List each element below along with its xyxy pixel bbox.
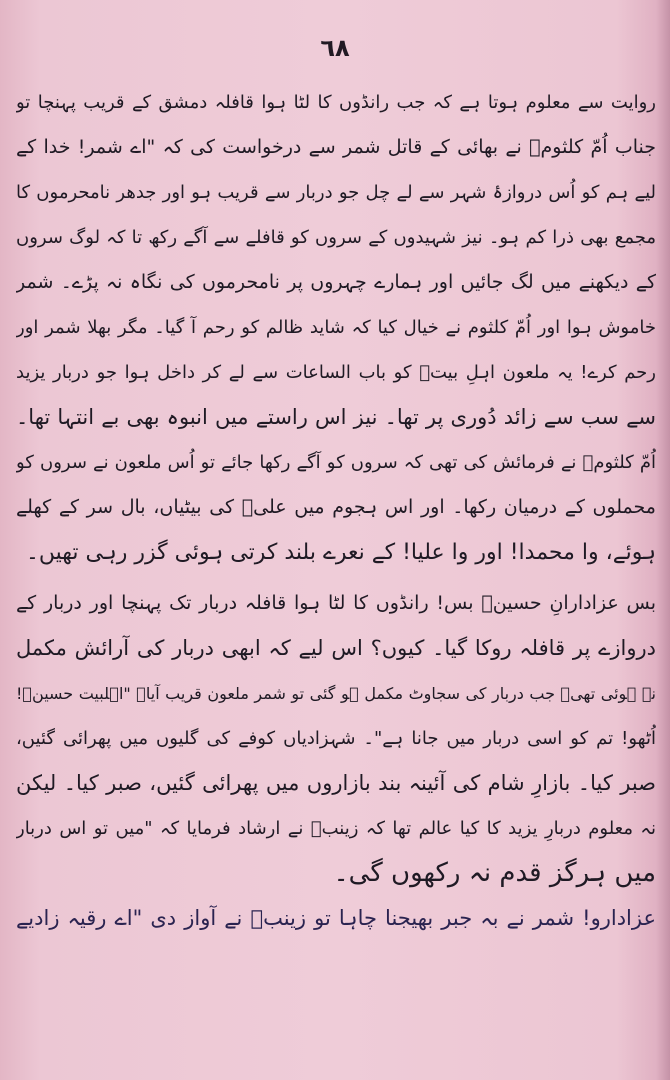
- text-line: عزادارو! شمر نے بہ جبر بھیجنا چاہا تو زینبؑ نے آواز دی "اے رقیہ زادیے: [16, 906, 656, 930]
- text-line: نہ معلوم دربارِ یزید کا کیا عالم تھا کہ زینبؑ نے ارشاد فرمایا کہ "میں تو اس دربار: [16, 818, 656, 839]
- text-line: کے دیکھنے میں لگ جائیں اور ہمارے چہروں پر نامحرموں کی نگاہ نہ پڑے۔ شمر: [16, 271, 656, 293]
- text-line: میں ہرگز قدم نہ رکھوں گی۔: [333, 858, 656, 888]
- text-line: اُمّ کلثومؑ نے فرمائش کی تھی کہ سروں کو آگے رکھا جائے تو اُس ملعون نے سروں کو: [16, 452, 656, 473]
- text-line: رحم کرے! یہ ملعون اہلِ بیتؑ کو باب الساعات سے لے کر داخل ہوا جو دربار یزید: [16, 362, 656, 383]
- page-edge-shadow: [656, 0, 670, 1080]
- text-line: محملوں کے درمیان رکھا۔ اور اس ہجوم میں علیؑ کی بیٹیاں، بال سر کے کھلے: [16, 496, 656, 518]
- text-line: بس عزادارانِ حسینؑ بس! رانڈوں کا لٹا ہوا قافلہ دربار تک پہنچا اور دربار کے: [16, 592, 656, 614]
- text-line: دروازے پر قافلہ روکا گیا۔ کیوں؟ اس لیے کہ ابھی دربار کی آرائش مکمل: [16, 636, 656, 660]
- text-line: سے سب سے زائد دُوری پر تھا۔ نیز اس راستے میں انبوہ بھی بے انتہا تھا۔: [16, 405, 656, 429]
- page-number: ٦٨: [320, 34, 350, 62]
- text-line: روایت سے معلوم ہوتا ہے کہ جب رانڈوں کا لٹا ہوا قافلہ دمشق کے قریب پہنچا تو: [16, 92, 656, 113]
- text-line: جناب اُمّ کلثومؑ نے بھائی کے قاتل شمر سے درخواست کی کہ "اے شمر! خدا کے: [16, 136, 656, 158]
- text-line: مجمع بھی ذرا کم ہو۔ نیز شہیدوں کے سروں کو قافلے سے آگے رکھ تا کہ لوگ سروں: [16, 227, 656, 248]
- text-line: نہ ہوئی تھی۔ جب دربار کی سجاوٹ مکمل ہو گئی تو شمر ملعون قریب آیا۔ "اہلبیت حسینؑ!: [16, 684, 656, 703]
- text-line: ہوئے، وا محمدا! اور وا علیا! کے نعرے بلند کرتی ہوئی گزر رہی تھیں۔: [25, 540, 656, 565]
- text-line: اُٹھو! تم کو اسی دربار میں جانا ہے"۔ شہزادیاں کوفے کی گلیوں میں پھرائی گئیں،: [16, 728, 656, 749]
- text-line: لیے ہم کو اُس دروازۂ شہر سے لے چل جو دربار سے قریب ہو اور جدھر نامحرموں کا: [16, 182, 656, 203]
- text-line: خاموش ہوا اور اُمّ کلثوم نے خیال کیا کہ شاید ظالم کو رحم آ گیا۔ مگر بھلا شمر اور: [16, 317, 656, 338]
- urdu-text-block: [16, 80, 656, 941]
- text-line: صبر کیا۔ بازارِ شام کی آئینہ بند بازاروں میں پھرائی گئیں، صبر کیا۔ لیکن: [16, 771, 656, 795]
